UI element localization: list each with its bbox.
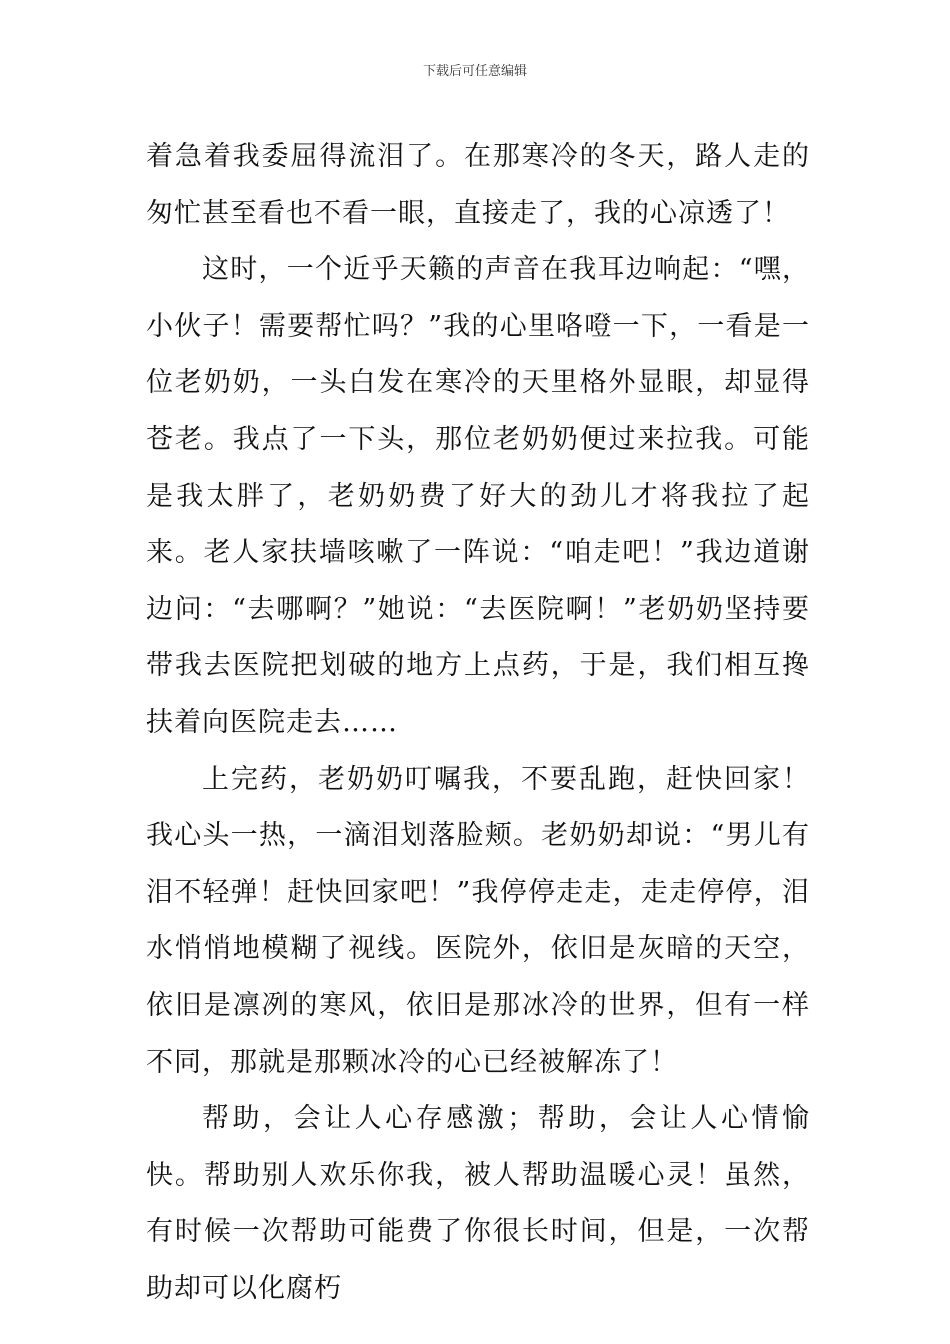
paragraph-1: 着急着我委屈得流泪了。在那寒冷的冬天，路人走的匆忙甚至看也不看一眼，直接走了，我的心凉透了！ bbox=[146, 141, 810, 229]
page-header: 下载后可任意编辑 bbox=[422, 64, 527, 79]
paragraph-4: 帮助，会让人心存感激；帮助，会让人心情愉快。帮助别人欢乐你我，被人帮助温暖心灵！虽然，有时候一次帮助可能费了你很长时间，但是，一次帮助却可以化腐朽 bbox=[146, 1103, 810, 1304]
paragraph-3: 上完药，老奶奶叮嘱我，不要乱跑，赶快回家！我心头一热，一滴泪划落脸颊。老奶奶却说：“男儿有泪不轻弹！赶快回家吧！”我停停走走，走走停停，泪水悄悄地模糊了视线。医院外，依旧是灰暗的天空，依旧是凛冽的寒风，依旧是那冰冷的世界，但有一样不同，那就是那颗冰冷的心已经被解冻了！ bbox=[146, 763, 810, 1078]
document-body bbox=[146, 129, 810, 1317]
paragraph-2: 这时，一个近乎天籁的声音在我耳边响起：“嘿，小伙子！需要帮忙吗？”我的心里咯噔一下，一看是一位老奶奶，一头白发在寒冷的天里格外显眼，却显得苍老。我点了一下头，那位老奶奶便过来拉我。可能是我太胖了，老奶奶费了好大的劲儿才将我拉了起来。老人家扶墙咳嗽了一阵说：“咱走吧！”我边道谢边问：“去哪啊？”她说：“去医院啊！”老奶奶坚持要带我去医院把划破的地方上点药，于是，我们相互搀扶着向医院走去…… bbox=[146, 254, 810, 738]
